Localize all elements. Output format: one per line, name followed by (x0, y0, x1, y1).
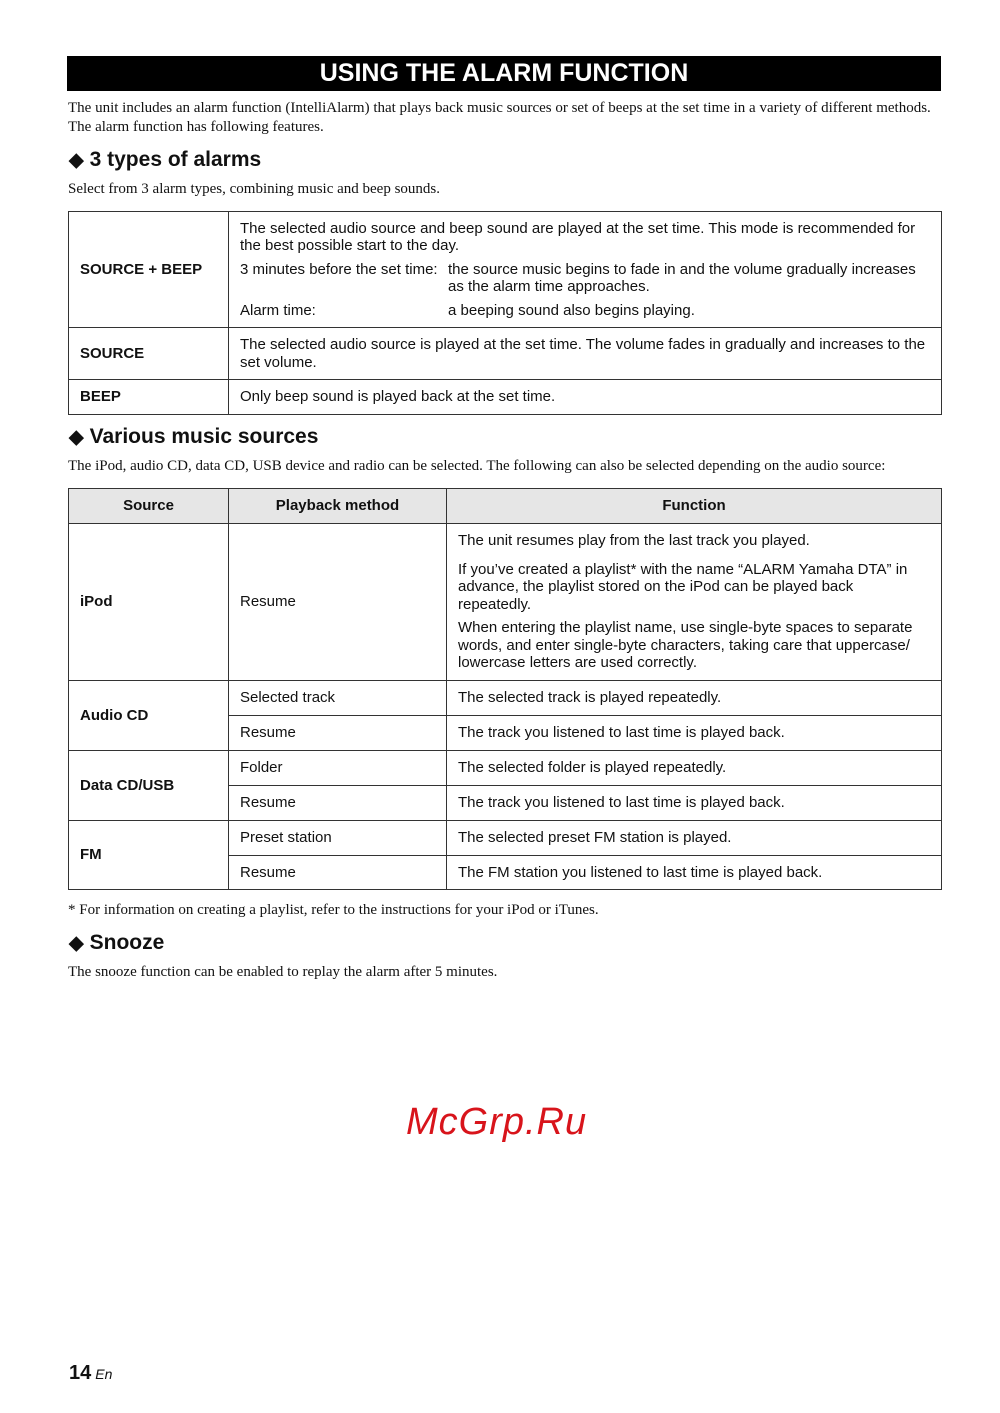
detail-label: Alarm time: (240, 301, 316, 319)
detail-line (240, 302, 930, 320)
function-text: If you’ve created a playlist* with the name “ALARM Yamaha DTA” in advance, the playlist stored on the iPod can be played back repeatedly. (458, 560, 908, 613)
alarm-types-table (68, 211, 942, 415)
alarm-desc: Only beep sound is played back at the set time. (229, 380, 942, 415)
footnote: * For information on creating a playlist, refer to the instructions for your iPod or iTunes. (68, 902, 599, 918)
section-text: The iPod, audio CD, data CD, USB device and radio can be selected. The following can also be selected depending on the audio source: (68, 458, 886, 474)
header-row (69, 489, 942, 524)
function-cell: The FM station you listened to last time is played back. (447, 856, 942, 890)
page-lang: En (95, 1366, 113, 1382)
table-row (69, 821, 942, 856)
method-cell: Resume (229, 524, 447, 681)
source-cell: FM (69, 821, 229, 890)
heading-text: Various music sources (89, 425, 319, 448)
function-text: When entering the playlist name, use single-byte spaces to separate words, and enter single-byte characters, taking care that uppercase/ lowercase letters are used correctly. (458, 619, 913, 672)
alarm-type: BEEP (69, 380, 229, 415)
table-row (69, 681, 942, 716)
table-row (69, 328, 942, 380)
alarm-desc (229, 212, 942, 328)
detail-value: the source music begins to fade in and the volume gradually increases as the alarm time approaches. (448, 260, 916, 296)
section-text: The snooze function can be enabled to replay the alarm after 5 minutes. (68, 964, 498, 980)
section-heading-alarm-types (69, 148, 261, 173)
intro-text: The unit includes an alarm function (IntelliAlarm) that plays back music sources or set of beeps at the set time in a variety of different methods. The alarm function has following features. (68, 100, 931, 135)
function-text: The unit resumes play from the last track you played. (458, 532, 810, 550)
function-cell: The selected track is played repeatedly. (447, 681, 942, 716)
detail-line (240, 261, 930, 296)
diamond-icon: ◆ (69, 933, 84, 954)
table-row (69, 380, 942, 415)
source-cell: iPod (69, 524, 229, 681)
method-cell: Resume (229, 856, 447, 890)
method-cell: Preset station (229, 821, 447, 856)
alarm-type: SOURCE + BEEP (69, 212, 229, 328)
source-cell: Audio CD (69, 681, 229, 751)
section-heading-snooze (69, 931, 164, 956)
function-cell: The selected folder is played repeatedly. (447, 751, 942, 786)
alarm-desc: The selected audio source is played at the set time. The volume fades in gradually and increases to the set volume. (229, 328, 942, 380)
section-heading-music-sources (69, 425, 318, 450)
heading-text: Snooze (89, 931, 165, 954)
method-cell: Folder (229, 751, 447, 786)
table-row (69, 524, 942, 681)
desc-text: The selected audio source and beep sound are played at the set time. This mode is recommended for the best possible start to the day. (240, 219, 916, 255)
diamond-icon: ◆ (69, 427, 84, 448)
detail-label: 3 minutes before the set time: (240, 260, 438, 278)
method-cell: Selected track (229, 681, 447, 716)
section-text: Select from 3 alarm types, combining music and beep sounds. (68, 181, 441, 197)
watermark: McGrp.Ru (406, 1101, 588, 1143)
function-cell: The selected preset FM station is played. (447, 821, 942, 856)
diamond-icon: ◆ (69, 150, 84, 171)
source-cell: Data CD/USB (69, 751, 229, 821)
heading-text: 3 types of alarms (89, 148, 262, 171)
function-cell: The track you listened to last time is played back. (447, 786, 942, 821)
alarm-type: SOURCE (69, 328, 229, 380)
table-row (69, 212, 942, 328)
function-cell (447, 524, 942, 681)
method-cell: Resume (229, 716, 447, 751)
col-header: Function (447, 489, 942, 524)
col-header: Playback method (229, 489, 447, 524)
music-sources-table (68, 488, 942, 890)
page-title: USING THE ALARM FUNCTION (67, 56, 941, 91)
detail-value: a beeping sound also begins playing. (448, 301, 695, 319)
page-num: 14 (69, 1362, 92, 1384)
table-row (69, 751, 942, 786)
method-cell: Resume (229, 786, 447, 821)
page-number (69, 1362, 112, 1385)
function-cell: The track you listened to last time is played back. (447, 716, 942, 751)
col-header: Source (69, 489, 229, 524)
